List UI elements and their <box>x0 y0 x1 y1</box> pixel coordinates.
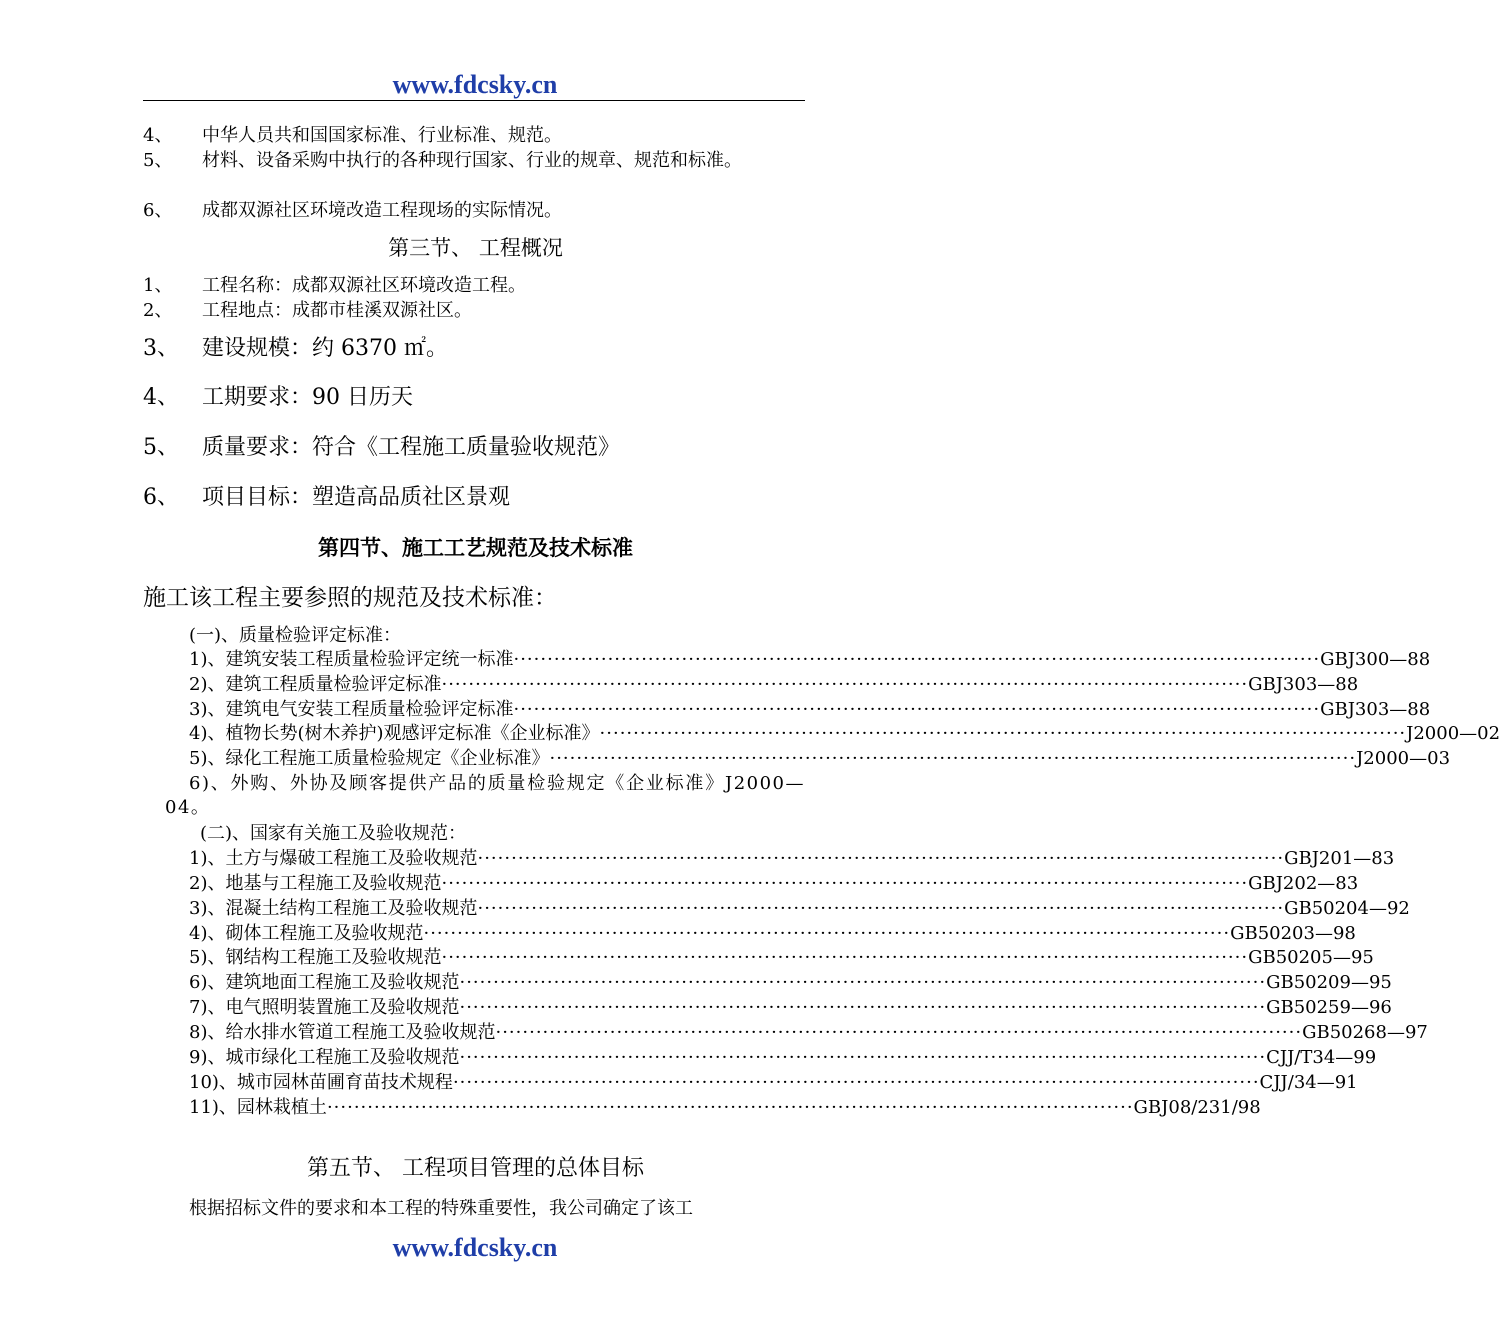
standard-code: GB50203—98 <box>1230 923 1356 944</box>
standard-line <box>189 698 1431 722</box>
item-text: 工期要求：90 日历天 <box>202 385 413 410</box>
footer-site-url[interactable]: www.fdcsky.cn <box>392 1233 558 1262</box>
leader-dots: ························································································································ <box>513 649 1321 670</box>
standard-code: J2000—02 <box>1406 723 1500 744</box>
standard-line <box>189 722 1500 746</box>
item-number: 3、 <box>143 336 179 361</box>
item-text: 质量要求：符合《工程施工质量验收规范》 <box>202 435 621 460</box>
leader-dots: ························································································································ <box>326 1097 1134 1118</box>
leader-dots: ························································································································ <box>441 674 1249 695</box>
leader-dots: ························································································································ <box>513 699 1321 720</box>
leader-dots: ························································································································ <box>441 873 1249 894</box>
section5-title: 第五节、 工程项目管理的总体目标 <box>307 1156 644 1181</box>
standard-name: 5)、绿化工程施工质量检验规定《企业标准》 <box>189 748 550 769</box>
item-text: 工程地点：成都市桂溪双源社区。 <box>202 300 472 321</box>
standard-line <box>189 1046 1377 1070</box>
leader-dots: ························································································································ <box>452 1072 1260 1093</box>
item-number: 4、 <box>143 125 173 146</box>
standard-code: CJJ/T34—99 <box>1266 1047 1377 1068</box>
standard-name: 6)、建筑地面工程施工及验收规范 <box>189 972 460 993</box>
item-number: 5、 <box>143 150 173 171</box>
leader-dots: ························································································································ <box>599 723 1407 744</box>
item-text: 建设规模：约 6370 ㎡。 <box>202 336 448 361</box>
standard-line <box>189 946 1374 970</box>
item-number: 6、 <box>143 485 179 510</box>
item-number: 2、 <box>143 300 173 321</box>
standard-line <box>189 996 1392 1020</box>
standard-name: 2)、建筑工程质量检验评定标准 <box>189 674 442 695</box>
standard-line <box>189 1071 1358 1095</box>
item-number: 1、 <box>143 275 173 296</box>
standard-line <box>189 922 1356 946</box>
standard-code: GB50205—95 <box>1248 947 1374 968</box>
standard-line <box>189 673 1359 697</box>
standard-name: 1)、土方与爆破工程施工及验收规范 <box>189 848 478 869</box>
standard-name: 7)、电气照明装置施工及验收规范 <box>189 997 460 1018</box>
standard-code: GBJ201—83 <box>1284 848 1395 869</box>
standard-code: GB50259—96 <box>1266 997 1392 1018</box>
standard-code: CJJ/34—91 <box>1259 1072 1358 1093</box>
standard-line <box>189 1021 1428 1045</box>
standard-line <box>189 747 1451 771</box>
standard-code: GB50268—97 <box>1302 1022 1428 1043</box>
item-text: 材料、设备采购中执行的各种现行国家、行业的规章、规范和标准。 <box>202 150 742 171</box>
leader-dots: ························································································································ <box>549 748 1357 769</box>
leader-dots: ························································································································ <box>441 947 1249 968</box>
standard-name: 3)、建筑电气安装工程质量检验评定标准 <box>189 699 514 720</box>
item-text: 中华人员共和国国家标准、行业标准、规范。 <box>202 125 562 146</box>
leader-dots: ························································································································ <box>459 1047 1267 1068</box>
leader-dots: ························································································································ <box>477 898 1285 919</box>
standard-line <box>189 847 1395 871</box>
standard-name: 10)、城市园林苗圃育苗技术规程 <box>189 1072 453 1093</box>
section5-paragraph: 根据招标文件的要求和本工程的特殊重要性，我公司确定了该工 <box>189 1198 693 1219</box>
standard-code: GBJ300—88 <box>1320 649 1431 670</box>
item-number: 4、 <box>143 385 179 410</box>
standard-line <box>189 872 1359 896</box>
item-number: 6、 <box>143 200 173 221</box>
standard-line <box>189 1096 1261 1120</box>
group1-title: (一)、质量检验评定标准： <box>189 625 402 646</box>
standard-name: 2)、地基与工程施工及验收规范 <box>189 873 442 894</box>
standard-code: J2000—03 <box>1356 748 1451 769</box>
leader-dots: ························································································································ <box>495 1022 1303 1043</box>
section3-title: 第三节、 工程概况 <box>388 236 563 260</box>
standard-wrapped-line: 6)、外购、外协及顾客提供产品的质量检验规定《企业标准》J2000—04。 <box>165 773 805 818</box>
standard-name: 3)、混凝土结构工程施工及验收规范 <box>189 898 478 919</box>
standard-code: GBJ202—83 <box>1248 873 1359 894</box>
standard-line <box>189 648 1431 672</box>
standard-code: GBJ303—88 <box>1320 699 1431 720</box>
item-text: 工程名称：成都双源社区环境改造工程。 <box>202 275 526 296</box>
standard-code: GB50204—92 <box>1284 898 1410 919</box>
standard-name: 4)、植物长势(树木养护)观感评定标准《企业标准》 <box>189 723 600 744</box>
standard-name: 1)、建筑安装工程质量检验评定统一标准 <box>189 649 514 670</box>
item-text: 成都双源社区环境改造工程现场的实际情况。 <box>202 200 562 221</box>
standard-code: GBJ08/231/98 <box>1133 1097 1261 1118</box>
standard-name: 9)、城市绿化工程施工及验收规范 <box>189 1047 460 1068</box>
leader-dots: ························································································································ <box>459 972 1267 993</box>
item-text: 项目目标：塑造高品质社区景观 <box>202 485 511 510</box>
section4-intro: 施工该工程主要参照的规范及技术标准： <box>143 585 557 611</box>
standard-line <box>189 971 1392 995</box>
standard-name: 5)、钢结构工程施工及验收规范 <box>189 947 442 968</box>
standard-code: GBJ303—88 <box>1248 674 1359 695</box>
section4-title: 第四节、施工工艺规范及技术标准 <box>318 536 633 560</box>
standard-name: 8)、给水排水管道工程施工及验收规范 <box>189 1022 496 1043</box>
standard-code: GB50209—95 <box>1266 972 1392 993</box>
group2-title: (二)、国家有关施工及验收规范： <box>200 823 467 844</box>
leader-dots: ························································································································ <box>459 997 1267 1018</box>
header-site-url[interactable]: www.fdcsky.cn <box>392 70 558 99</box>
standard-line <box>189 897 1410 921</box>
leader-dots: ························································································································ <box>477 848 1285 869</box>
item-number: 5、 <box>143 435 179 460</box>
leader-dots: ························································································································ <box>423 923 1231 944</box>
standard-name: 4)、砌体工程施工及验收规范 <box>189 923 424 944</box>
header-divider <box>143 100 805 101</box>
standard-name: 11)、园林栽植土 <box>189 1097 327 1118</box>
